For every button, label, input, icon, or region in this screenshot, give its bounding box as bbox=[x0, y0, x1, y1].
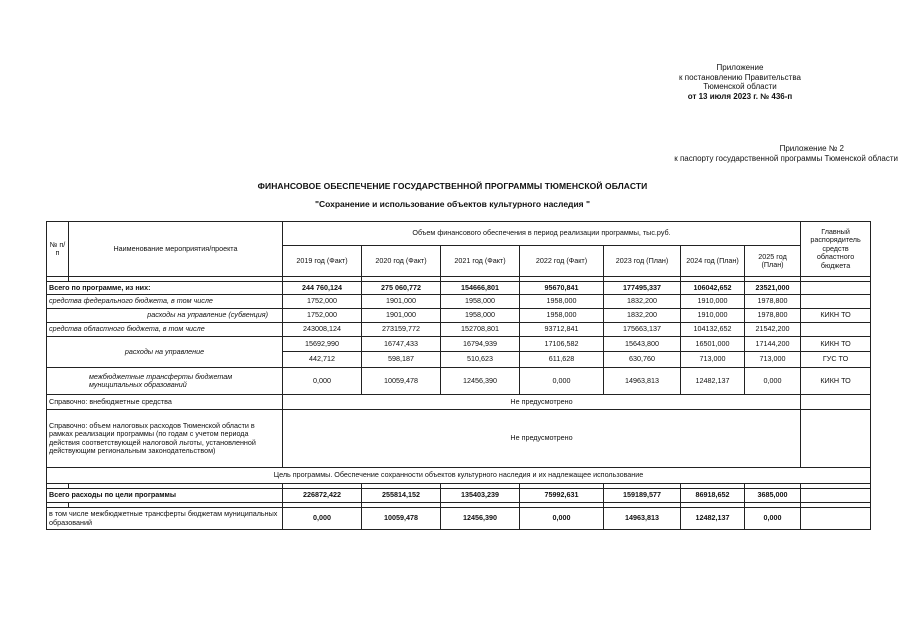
cell-not-provided: Не предусмотрено bbox=[283, 395, 801, 410]
goal-label: Цель программы. Обеспечение сохранности объектов культурного наследия и их надлежащее использование bbox=[47, 468, 871, 484]
cell-value: 598,187 bbox=[362, 352, 441, 368]
cell-admin bbox=[801, 323, 871, 337]
header-volume: Объем финансового обеспечения в период реализации программы, тыс.руб. bbox=[283, 222, 801, 246]
cell-value: 0,000 bbox=[745, 508, 801, 530]
row-label: расходы на управление bbox=[47, 337, 283, 368]
cell-value: 243008,124 bbox=[283, 323, 362, 337]
cell-admin: ГУС ТО bbox=[801, 352, 871, 368]
cell-value: 713,000 bbox=[745, 352, 801, 368]
row-transfers bbox=[47, 368, 871, 395]
cell-value: 17144,200 bbox=[745, 337, 801, 352]
header-year: 2021 год (Факт) bbox=[441, 246, 520, 277]
cell-admin: КИКН ТО bbox=[801, 368, 871, 395]
header-year: 2020 год (Факт) bbox=[362, 246, 441, 277]
cell-value: 255814,152 bbox=[362, 489, 441, 503]
cell-value: 1958,000 bbox=[441, 295, 520, 309]
cell-value: 15692,990 bbox=[283, 337, 362, 352]
cell-not-provided: Не предусмотрено bbox=[283, 410, 801, 468]
cell-value: 0,000 bbox=[520, 508, 604, 530]
cell-value: 611,628 bbox=[520, 352, 604, 368]
cell-value: 12482,137 bbox=[681, 508, 745, 530]
cell-admin bbox=[801, 410, 871, 468]
cell-value: 275 060,772 bbox=[362, 282, 441, 295]
row-label-text: Справочно: внебюджетные средства bbox=[49, 396, 172, 406]
cell-value: 23521,000 bbox=[745, 282, 801, 295]
cell-value: 1752,000 bbox=[283, 309, 362, 323]
cell-value: 510,623 bbox=[441, 352, 520, 368]
cell-value: 14963,813 bbox=[604, 508, 681, 530]
annex-line: Тюменской области bbox=[703, 82, 777, 91]
cell-value: 16501,000 bbox=[681, 337, 745, 352]
cell-value: 104132,652 bbox=[681, 323, 745, 337]
document-title: ФИНАНСОВОЕ ОБЕСПЕЧЕНИЕ ГОСУДАРСТВЕННОЙ ПРОГРАММЫ ТЮМЕНСКОЙ ОБЛАСТИ bbox=[257, 181, 648, 191]
cell-value: 226872,422 bbox=[283, 489, 362, 503]
cell-value: 1832,200 bbox=[604, 309, 681, 323]
annex-block bbox=[490, 63, 905, 101]
annex-resolution: от 13 июля 2023 г. № 436-п bbox=[687, 91, 793, 101]
row-total-program bbox=[47, 282, 871, 295]
cell-admin bbox=[801, 295, 871, 309]
row-label: Всего по программе, из них: bbox=[47, 282, 283, 295]
cell-admin bbox=[801, 282, 871, 295]
cell-value: 15643,800 bbox=[604, 337, 681, 352]
cell-value: 17106,582 bbox=[520, 337, 604, 352]
row-goal bbox=[47, 468, 871, 484]
row-extrabudget bbox=[47, 395, 871, 410]
cell-value: 10059,478 bbox=[362, 368, 441, 395]
cell-admin bbox=[801, 489, 871, 503]
document-subtitle: "Сохранение и использование объектов культурного наследия " bbox=[314, 199, 591, 209]
row-federal bbox=[47, 295, 871, 309]
cell-value: 12456,390 bbox=[441, 508, 520, 530]
annex-2-number: Приложение № 2 bbox=[779, 144, 844, 153]
cell-value: 177495,337 bbox=[604, 282, 681, 295]
cell-value: 1978,800 bbox=[745, 295, 801, 309]
cell-value: 159189,577 bbox=[604, 489, 681, 503]
cell-value: 1910,000 bbox=[681, 309, 745, 323]
cell-value: 75992,631 bbox=[520, 489, 604, 503]
cell-value: 0,000 bbox=[283, 508, 362, 530]
row-regional bbox=[47, 323, 871, 337]
cell-value: 10059,478 bbox=[362, 508, 441, 530]
cell-admin: КИКН ТО bbox=[801, 309, 871, 323]
cell-value: 713,000 bbox=[681, 352, 745, 368]
cell-value: 12456,390 bbox=[441, 368, 520, 395]
row-label: средства областного бюджета, в том числе bbox=[47, 323, 283, 337]
cell-admin bbox=[801, 508, 871, 530]
row-tax bbox=[47, 410, 871, 468]
cell-value: 273159,772 bbox=[362, 323, 441, 337]
cell-value: 442,712 bbox=[283, 352, 362, 368]
header-name: Наименование мероприятия/проекта bbox=[69, 222, 283, 277]
cell-value: 175663,137 bbox=[604, 323, 681, 337]
row-goal-transfers bbox=[47, 508, 871, 530]
cell-value: 1958,000 bbox=[520, 309, 604, 323]
cell-admin bbox=[801, 395, 871, 410]
row-label: средства федерального бюджета, в том числе bbox=[47, 295, 283, 309]
row-regional-mgmt-a bbox=[47, 337, 871, 352]
cell-value: 1958,000 bbox=[441, 309, 520, 323]
header-row bbox=[47, 222, 871, 246]
row-label: в том числе межбюджетные трансферты бюджетам муниципальных образований bbox=[47, 508, 283, 530]
cell-value: 95670,841 bbox=[520, 282, 604, 295]
cell-value: 106042,652 bbox=[681, 282, 745, 295]
cell-value: 12482,137 bbox=[681, 368, 745, 395]
cell-value: 16747,433 bbox=[362, 337, 441, 352]
row-label bbox=[47, 368, 283, 395]
header-num: № п/п bbox=[47, 222, 69, 277]
cell-value: 0,000 bbox=[283, 368, 362, 395]
cell-value: 152708,801 bbox=[441, 323, 520, 337]
cell-value: 0,000 bbox=[745, 368, 801, 395]
annex-2-block bbox=[540, 144, 898, 163]
row-label: расходы на управление (субвенция) bbox=[47, 309, 283, 323]
cell-value: 154666,801 bbox=[441, 282, 520, 295]
cell-value: 630,760 bbox=[604, 352, 681, 368]
cell-value: 1910,000 bbox=[681, 295, 745, 309]
header-year: 2022 год (Факт) bbox=[520, 246, 604, 277]
annex-2-caption: к паспорту государственной программы Тюменской области bbox=[674, 153, 898, 163]
row-federal-mgmt bbox=[47, 309, 871, 323]
row-total-goal bbox=[47, 489, 871, 503]
cell-value: 1958,000 bbox=[520, 295, 604, 309]
finance-table bbox=[46, 221, 871, 530]
cell-value: 93712,841 bbox=[520, 323, 604, 337]
annex-line: к постановлению Правительства bbox=[679, 72, 801, 82]
row-label-text: межбюджетные трансферты бюджетам муниципальных образований bbox=[89, 371, 233, 389]
row-label: Справочно: объем налоговых расходов Тюменской области в рамках реализации программы (по годам с учетом периода действия соответствующей налоговой льготы, установленной действующим региональным законодательством) bbox=[47, 410, 283, 468]
header-year: 2024 год (План) bbox=[681, 246, 745, 277]
row-label bbox=[47, 395, 283, 410]
cell-value: 135403,239 bbox=[441, 489, 520, 503]
cell-value: 1752,000 bbox=[283, 295, 362, 309]
cell-value: 1832,200 bbox=[604, 295, 681, 309]
cell-admin: КИКН ТО bbox=[801, 337, 871, 352]
header-year: 2025 год (План) bbox=[745, 246, 801, 277]
cell-value: 86918,652 bbox=[681, 489, 745, 503]
header-year: 2019 год (Факт) bbox=[283, 246, 362, 277]
row-label: Всего расходы по цели программы bbox=[47, 489, 283, 503]
cell-value: 3685,000 bbox=[745, 489, 801, 503]
header-admin: Главный распорядитель средств областного бюджета bbox=[801, 222, 871, 277]
cell-value: 244 760,124 bbox=[283, 282, 362, 295]
cell-value: 14963,813 bbox=[604, 368, 681, 395]
cell-value: 1978,800 bbox=[745, 309, 801, 323]
cell-value: 1901,000 bbox=[362, 309, 441, 323]
cell-value: 16794,939 bbox=[441, 337, 520, 352]
header-year: 2023 год (План) bbox=[604, 246, 681, 277]
annex-line: Приложение bbox=[716, 63, 764, 72]
cell-value: 1901,000 bbox=[362, 295, 441, 309]
cell-value: 0,000 bbox=[520, 368, 604, 395]
cell-value: 21542,200 bbox=[745, 323, 801, 337]
